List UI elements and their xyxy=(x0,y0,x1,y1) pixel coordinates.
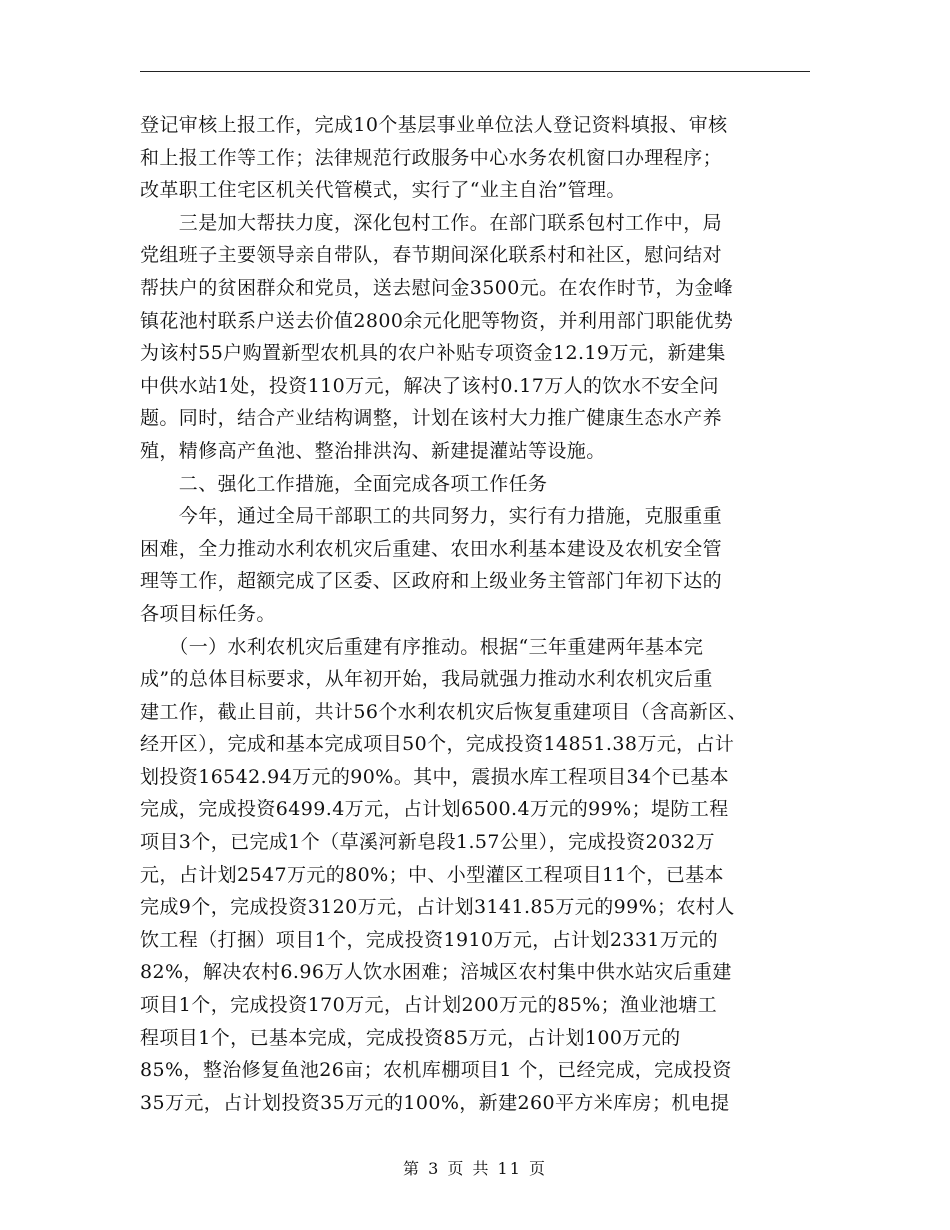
text-line: 镇花池村联系户送去价值2800余元化肥等物资，并利用部门职能优势 xyxy=(140,309,734,332)
text-line: 各项目标任务。 xyxy=(140,602,276,625)
text-line: 困难，全力推动水利农机灾后重建、农田水利基本建设及农机安全管 xyxy=(140,537,723,560)
text-line: 登记审核上报工作，完成10个基层事业单位法人登记资料填报、审核 xyxy=(140,114,728,136)
text-line: 殖，精修高产鱼池、整治排洪沟、新建提灌站等设施。 xyxy=(140,439,606,462)
text-line: 完成，完成投资6499.4万元，占计划6500.4万元的99%；堤防工程 xyxy=(140,798,729,821)
text-line: 85%，整治修复鱼池26亩；农机库棚项目1 个，已经完成，完成投资 xyxy=(140,1059,732,1082)
text-line: 项目3个，已完成1个（草溪河新皂段1.57公里），完成投资2032万 xyxy=(140,831,715,854)
text-line: 程项目1个，已基本完成，完成投资85万元，占计划100万元的 xyxy=(140,1026,681,1049)
text-line: 三是加大帮扶力度，深化包村工作。在部门联系包村工作中，局 xyxy=(140,211,723,234)
text-line: 帮扶户的贫困群众和党员，送去慰问金3500元。在农作时节，为金峰 xyxy=(140,276,734,299)
page-number-footer: 第 3 页 共 11 页 xyxy=(403,1159,547,1178)
section-heading: 二、强化工作措施，全面完成各项工作任务 xyxy=(140,472,548,495)
text-line: 成”的总体目标要求，从年初开始，我局就强力推动水利农机灾后重 xyxy=(140,668,713,691)
text-line: 和上报工作等工作；法律规范行政服务中心水务农机窗口办理程序； xyxy=(140,146,723,169)
body-text xyxy=(140,109,810,1119)
text-line: 为该村55户购置新型农机具的农户补贴专项资金12.19万元，新建集 xyxy=(140,342,726,365)
text-line: （一）水利农机灾后重建有序推动。根据“三年重建两年基本完 xyxy=(140,635,704,658)
text-line: 82%，解决农村6.96万人饮水困难；涪城区农村集中供水站灾后重建 xyxy=(140,961,732,984)
text-line: 完成9个，完成投资3120万元，占计划3141.85万元的99%；农村人 xyxy=(140,896,735,919)
text-line: 建工作，截止目前，共计56个水利农机灾后恢复重建项目（含高新区、 xyxy=(140,700,747,723)
text-line: 党组班子主要领导亲自带队，春节期间深化联系村和社区，慰问结对 xyxy=(140,244,723,267)
text-line: 理等工作，超额完成了区委、区政府和上级业务主管部门年初下达的 xyxy=(140,570,723,593)
text-line: 改革职工住宅区机关代管模式，实行了“业主自治”管理。 xyxy=(140,179,626,202)
text-line: 35万元，占计划投资35万元的100%，新建260平方米库房；机电提 xyxy=(140,1091,730,1114)
text-line: 划投资16542.94万元的90%。其中，震损水库工程项目34个已基本 xyxy=(140,765,730,788)
text-line: 今年，通过全局干部职工的共同努力，实行有力措施，克服重重 xyxy=(140,505,723,528)
text-line: 元，占计划2547万元的80%；中、小型灌区工程项目11个，已基本 xyxy=(140,863,724,886)
text-line: 项目1个，完成投资170万元，占计划200万元的85%；渔业池塘工 xyxy=(140,994,718,1017)
text-line: 经开区），完成和基本完成项目50个，完成投资14851.38万元，占计 xyxy=(140,733,735,756)
text-line: 饮工程（打捆）项目1个，完成投资1910万元，占计划2331万元的 xyxy=(140,928,718,951)
text-line: 中供水站1处，投资110万元，解决了该村0.17万人的饮水不安全问 xyxy=(140,374,719,397)
header-rule xyxy=(140,71,810,72)
text-line: 题。同时，结合产业结构调整，计划在该村大力推广健康生态水产养 xyxy=(140,407,723,430)
